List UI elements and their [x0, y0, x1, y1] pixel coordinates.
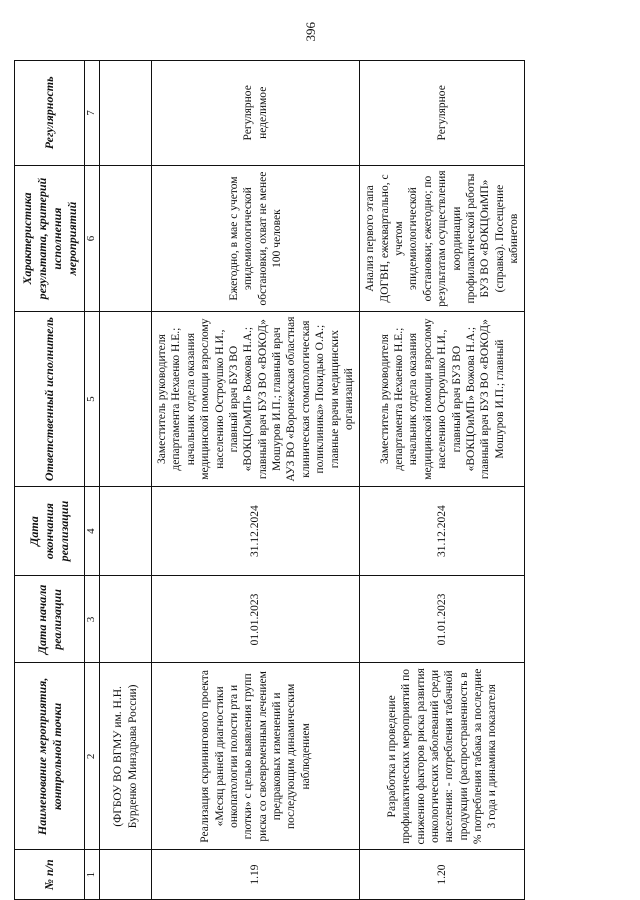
row-name: Реализация скринингового проекта «Месяц ранней диагностики онкопатологии полости рта и глотки» с целью выявления групп риска со своевременным лечением предраковых изменений и последующим динамическим наблюдением — [152, 663, 360, 850]
row-num: 1.19 — [152, 850, 360, 900]
row-responsible: Заместитель руководителя департамента Нехаенко Н.Е.; начальник отдела оказания медицинской помощи взрослому населению Остроушко Н.И., главный врач БУЗ ВО «ВОКЦОиМП» Вожова Н.А.; главный врач БУЗ ВО «ВОКОД» Мошуров И.П.; главный — [360, 312, 525, 486]
plan-table — [14, 60, 520, 900]
header-start: Дата начала реализации — [15, 576, 85, 663]
row-regularity — [100, 61, 152, 166]
column-number: 6 — [85, 165, 100, 312]
row-num: 1.20 — [360, 850, 525, 900]
column-number: 5 — [85, 312, 100, 486]
header-regularity: Регулярность — [15, 61, 85, 166]
column-number: 4 — [85, 486, 100, 576]
row-result: Анализ первого этапа ДОГВН, ежеквартально, с учетом эпидемиологической обстановки; ежегодно; по результатам осуществления координации профилактической работы БУЗ ВО «ВОКЦОиМП» (справка). Посещение кабинетов — [360, 165, 525, 312]
header-name: Наименование мероприятия, контрольной точки — [15, 663, 85, 850]
row-end: 31.12.2024 — [360, 486, 525, 576]
row-responsible — [100, 312, 152, 486]
row-start — [100, 576, 152, 663]
row-name: (ФГБОУ ВО ВГМУ им. Н.Н. Бурденко Минздрава России) — [100, 663, 152, 850]
row-result — [100, 165, 152, 312]
row-end — [100, 486, 152, 576]
header-responsible: Ответственный исполнитель — [15, 312, 85, 486]
table-row — [360, 61, 525, 900]
page-number: 396 — [303, 22, 318, 42]
row-start: 01.01.2023 — [360, 576, 525, 663]
row-name: Разработка и проведение профилактических мероприятий по снижению факторов риска развития онкологических заболеваний среди населения: - потребления табачной продукции (распространенность в % потребления табака за последние 3 года и динамика показателя — [360, 663, 525, 850]
column-number: 3 — [85, 576, 100, 663]
table-row — [152, 61, 360, 900]
row-regularity: Регулярное — [360, 61, 525, 166]
header-result: Характеристика результата, критерий исполнения мероприятий — [15, 165, 85, 312]
column-number: 7 — [85, 61, 100, 166]
table-row — [100, 61, 152, 900]
header-end: Дата окончания реализации — [15, 486, 85, 576]
row-num — [100, 850, 152, 900]
row-regularity: Регулярное неделимое — [152, 61, 360, 166]
column-number: 2 — [85, 663, 100, 850]
row-responsible: Заместитель руководителя департамента Нехаенко Н.Е.; начальник отдела оказания медицинской помощи взрослому населению Остроушко Н.И., главный врач БУЗ ВО «ВОКЦОиМП» Вожова Н.А.; главный врач БУЗ ВО «ВОКОД» Мошуров И.П.; главный врач АУЗ ВО «Воронежская областная клиническая стоматологическая поликлиника» Покидько О.А.; главные врачи медицинских организаций — [152, 312, 360, 486]
row-result: Ежегодно, в мае с учетом эпидемиологической обстановки, охват не менее 100 человек — [152, 165, 360, 312]
row-end: 31.12.2024 — [152, 486, 360, 576]
header-num: № п/п — [15, 850, 85, 900]
row-start: 01.01.2023 — [152, 576, 360, 663]
column-number: 1 — [85, 850, 100, 900]
